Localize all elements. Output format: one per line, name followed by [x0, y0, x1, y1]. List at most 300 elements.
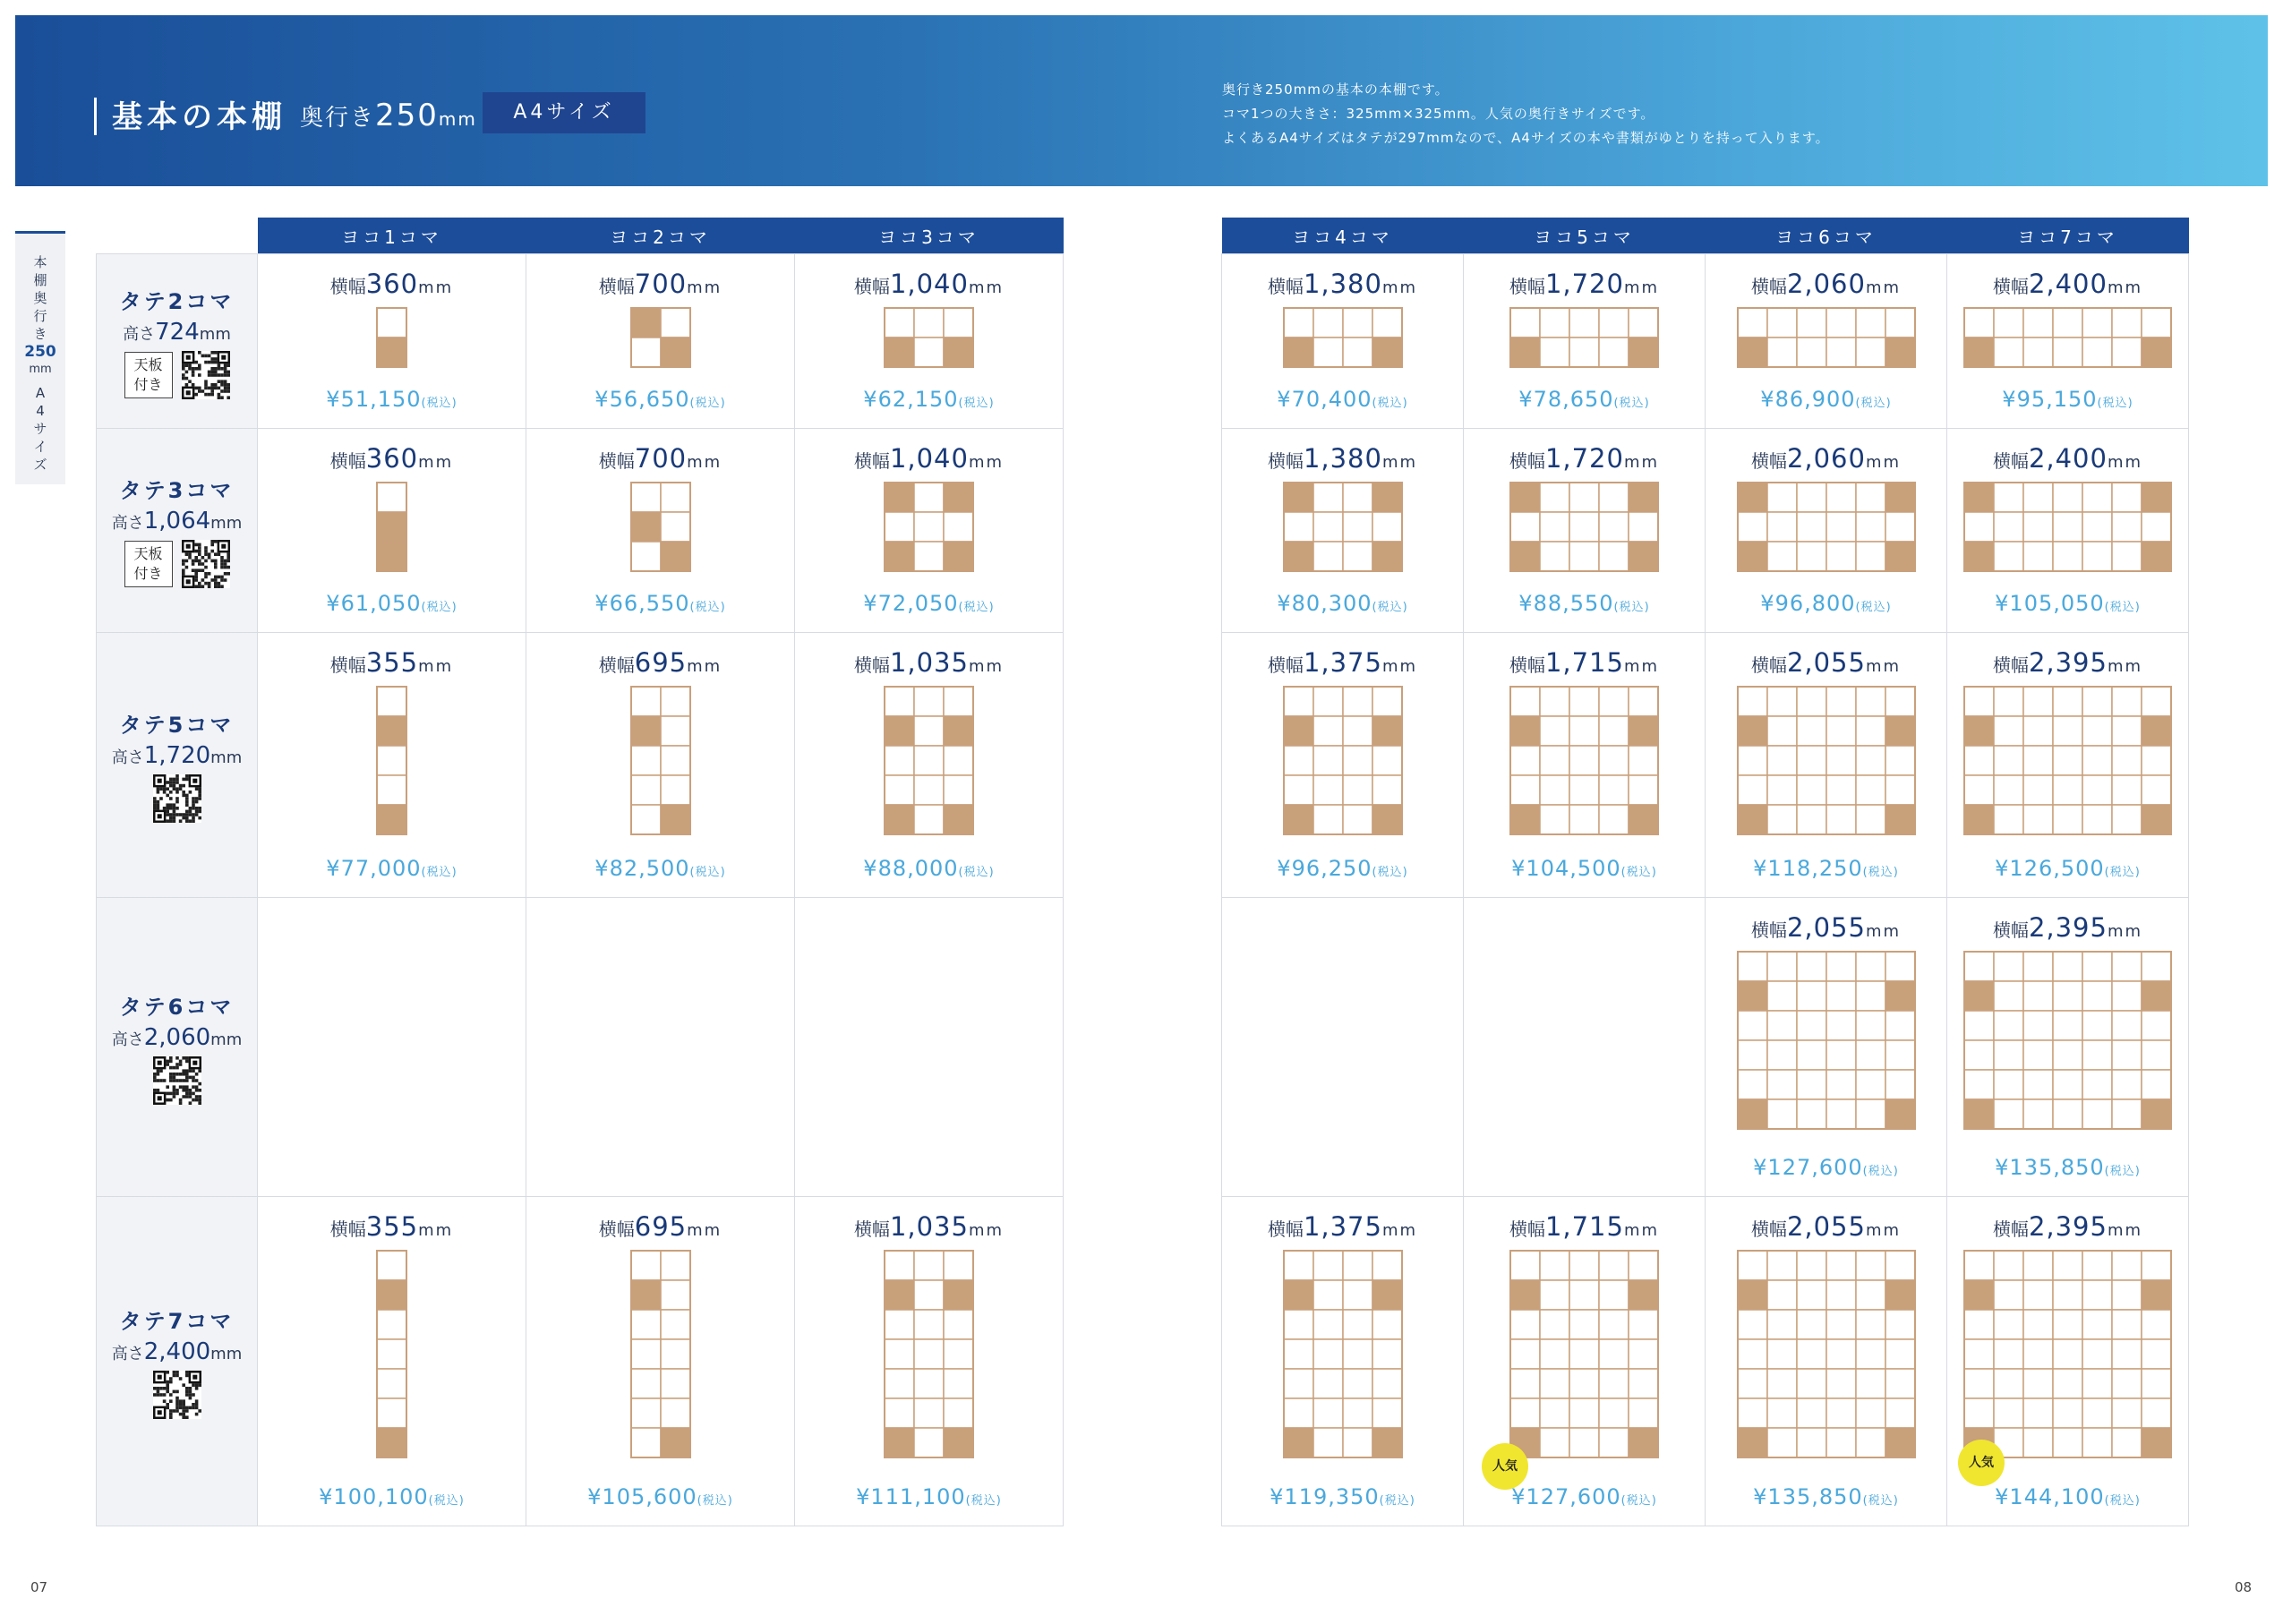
open-cell [2112, 1011, 2142, 1040]
size-badge: A4サイズ [483, 92, 646, 133]
width-label [1947, 443, 2188, 474]
width-value: 355 [365, 647, 419, 678]
price-label [1706, 1155, 1946, 1180]
width-prefix: 横幅 [1509, 654, 1545, 676]
open-cell [1856, 1310, 1885, 1339]
open-cell [1856, 1011, 1885, 1040]
width-prefix: 横幅 [853, 276, 890, 297]
open-cell [1629, 687, 1658, 716]
open-cell [1569, 775, 1599, 805]
open-cell [2082, 1398, 2112, 1428]
open-cell [2082, 687, 2112, 716]
open-cell [1372, 746, 1402, 775]
tax-note: (税込) [428, 1494, 465, 1508]
price-label [1464, 856, 1705, 881]
product-cell[interactable] [1706, 429, 1947, 633]
column-header: ヨコ7コマ [1947, 218, 2189, 254]
open-cell [1767, 308, 1797, 338]
product-cell[interactable] [1222, 1197, 1464, 1526]
shelf-diagram [1736, 306, 1917, 369]
open-cell [2142, 1251, 2171, 1280]
open-cell [1510, 746, 1540, 775]
open-cell [1797, 1011, 1826, 1040]
wood-cell [631, 1280, 661, 1310]
product-cell[interactable] [1706, 633, 1947, 898]
open-cell [1372, 775, 1402, 805]
wood-cell [1964, 981, 1994, 1011]
open-cell [2023, 981, 2053, 1011]
price-value: ¥78,650 [1518, 387, 1614, 412]
open-cell [1964, 1339, 1994, 1369]
price-label [1464, 591, 1705, 616]
open-cell [1994, 1011, 2023, 1040]
open-cell [631, 542, 661, 571]
table-row [97, 429, 1064, 633]
open-cell [1629, 308, 1658, 338]
product-cell[interactable] [258, 633, 526, 898]
wood-cell [1964, 1099, 1994, 1129]
open-cell [1343, 687, 1372, 716]
open-cell [885, 775, 914, 805]
open-cell [914, 1428, 944, 1457]
open-cell [1856, 746, 1885, 775]
price-value: ¥51,150 [326, 387, 422, 412]
open-cell [2082, 1369, 2112, 1398]
table-row [97, 633, 1064, 898]
open-cell [914, 1310, 944, 1339]
shelf-diagram [1962, 950, 2173, 1131]
height-value: 1,720 [143, 742, 211, 769]
wood-cell [1738, 1428, 1767, 1457]
open-cell [2112, 1428, 2142, 1457]
open-cell [1599, 746, 1629, 775]
open-cell [1964, 1011, 1994, 1040]
open-cell [1994, 512, 2023, 542]
open-cell [1372, 1369, 1402, 1398]
open-cell [1885, 687, 1915, 716]
price-label [526, 1484, 794, 1509]
open-cell [1994, 746, 2023, 775]
product-cell[interactable] [1464, 633, 1706, 898]
wood-cell [2142, 1099, 2171, 1129]
open-cell [2112, 716, 2142, 746]
open-cell [1569, 308, 1599, 338]
width-value: 2,395 [2028, 647, 2108, 678]
open-cell [944, 775, 973, 805]
product-cell[interactable] [1706, 898, 1947, 1197]
open-cell [2023, 1251, 2053, 1280]
open-cell [2053, 512, 2082, 542]
product-cell[interactable] [1464, 429, 1706, 633]
product-cell[interactable] [795, 429, 1064, 633]
open-cell [1540, 1428, 1569, 1457]
wood-cell [1964, 716, 1994, 746]
open-cell [1994, 542, 2023, 571]
tax-note: (税込) [2104, 1494, 2141, 1508]
product-cell[interactable] [1464, 254, 1706, 429]
open-cell [661, 1280, 690, 1310]
width-unit: mm [1865, 453, 1902, 472]
width-value: 2,055 [1786, 912, 1866, 943]
wood-cell [1629, 1428, 1658, 1457]
open-cell [1343, 1310, 1372, 1339]
open-cell [1343, 805, 1372, 834]
open-cell [1343, 1369, 1372, 1398]
open-cell [661, 1398, 690, 1428]
open-cell [944, 746, 973, 775]
wood-cell [2142, 338, 2171, 367]
open-cell [631, 1428, 661, 1457]
open-cell [377, 775, 406, 805]
wood-cell [661, 805, 690, 834]
wood-cell [1885, 542, 1915, 571]
height-value: 2,060 [143, 1024, 211, 1051]
shelf-diagram [629, 481, 692, 573]
shelf-diagram [883, 481, 975, 573]
tenban-text: 天板 付き [133, 545, 163, 582]
open-cell [2082, 512, 2112, 542]
column-header: ヨコ6コマ [1706, 218, 1947, 254]
open-cell [1826, 308, 1856, 338]
product-cell[interactable] [1222, 633, 1464, 898]
wood-cell [661, 1428, 690, 1457]
price-value: ¥135,850 [1995, 1155, 2105, 1180]
height-unit: mm [199, 324, 231, 344]
open-cell [1856, 512, 1885, 542]
open-cell [2023, 1280, 2053, 1310]
product-cell[interactable] [1706, 254, 1947, 429]
open-cell [1767, 687, 1797, 716]
width-prefix: 横幅 [329, 1218, 366, 1240]
tax-note: (税込) [1613, 397, 1650, 410]
width-unit: mm [1865, 278, 1902, 297]
open-cell [1797, 483, 1826, 512]
open-cell [944, 1398, 973, 1428]
tax-note: (税込) [1862, 1494, 1899, 1508]
open-cell [1569, 1369, 1599, 1398]
width-prefix: 横幅 [598, 654, 635, 676]
open-cell [1540, 805, 1569, 834]
tax-note: (税込) [958, 397, 995, 410]
width-label [258, 269, 526, 299]
side-tab-num: 250 [24, 343, 56, 361]
open-cell [1797, 308, 1826, 338]
open-cell [1569, 338, 1599, 367]
open-cell [1856, 483, 1885, 512]
open-cell [2142, 746, 2171, 775]
open-cell [1284, 1310, 1313, 1339]
open-cell [377, 687, 406, 716]
open-cell [1629, 775, 1658, 805]
product-cell[interactable] [258, 1197, 526, 1526]
wood-cell [377, 512, 406, 542]
price-value: ¥135,850 [1753, 1484, 1863, 1509]
column-header: ヨコ5コマ [1464, 218, 1706, 254]
tax-note: (税込) [1372, 866, 1408, 879]
open-cell [1629, 1369, 1658, 1398]
open-cell [2023, 1428, 2053, 1457]
height-unit: mm [210, 748, 243, 767]
width-label [795, 443, 1063, 474]
open-cell [1343, 1339, 1372, 1369]
product-cell[interactable] [526, 254, 795, 429]
open-cell [1797, 512, 1826, 542]
tax-note: (税込) [2104, 866, 2141, 879]
open-cell [1284, 1339, 1313, 1369]
open-cell [2023, 687, 2053, 716]
product-cell[interactable] [1464, 1197, 1706, 1526]
open-cell [377, 483, 406, 512]
tax-note: (税込) [1379, 1494, 1415, 1508]
open-cell [1738, 1310, 1767, 1339]
open-cell [1284, 1251, 1313, 1280]
open-cell [1797, 1369, 1826, 1398]
product-cell[interactable] [258, 429, 526, 633]
open-cell [1994, 1339, 2023, 1369]
wood-cell [377, 1280, 406, 1310]
open-cell [2053, 483, 2082, 512]
open-cell [2082, 1099, 2112, 1129]
price-label [1706, 856, 1946, 881]
wood-cell [1629, 1280, 1658, 1310]
open-cell [1856, 952, 1885, 981]
product-cell[interactable] [1947, 254, 2189, 429]
width-prefix: 横幅 [1750, 1218, 1787, 1240]
open-cell [1826, 1310, 1856, 1339]
price-label [258, 856, 526, 881]
width-value: 2,055 [1786, 647, 1866, 678]
width-prefix: 横幅 [853, 654, 890, 676]
open-cell [1599, 542, 1629, 571]
tax-note: (税込) [1855, 601, 1892, 614]
open-cell [1856, 716, 1885, 746]
open-cell [2023, 338, 2053, 367]
price-value: ¥72,050 [863, 591, 959, 616]
width-unit: mm [1865, 657, 1902, 676]
open-cell [944, 1369, 973, 1398]
table-row [1222, 254, 2189, 429]
open-cell [1767, 716, 1797, 746]
width-unit: mm [687, 1221, 723, 1240]
wood-cell [1284, 716, 1313, 746]
width-label [526, 269, 794, 299]
open-cell [1964, 746, 1994, 775]
open-cell [2053, 952, 2082, 981]
header-description [1222, 78, 1830, 150]
open-cell [631, 687, 661, 716]
product-cell[interactable] [1947, 429, 2189, 633]
product-cell[interactable] [1947, 633, 2189, 898]
open-cell [1738, 512, 1767, 542]
open-cell [1767, 952, 1797, 981]
width-prefix: 横幅 [1267, 654, 1304, 676]
open-cell [1343, 1251, 1372, 1280]
shelf-diagram [1282, 306, 1404, 369]
open-cell [1599, 512, 1629, 542]
empty-cell [1464, 898, 1706, 1197]
open-cell [1313, 1339, 1343, 1369]
row-height [97, 1338, 257, 1365]
open-cell [1343, 308, 1372, 338]
price-label [1222, 387, 1463, 412]
product-cell[interactable] [1706, 1197, 1947, 1526]
width-prefix: 横幅 [329, 276, 366, 297]
open-cell [1599, 1369, 1629, 1398]
open-cell [1856, 308, 1885, 338]
open-cell [2023, 483, 2053, 512]
open-cell [1767, 512, 1797, 542]
open-cell [1313, 542, 1343, 571]
price-label [526, 856, 794, 881]
open-cell [2142, 775, 2171, 805]
qr-code-icon [153, 1056, 201, 1105]
wood-cell [1510, 483, 1540, 512]
price-value: ¥126,500 [1995, 856, 2105, 881]
wood-cell [1372, 716, 1402, 746]
open-cell [1826, 952, 1856, 981]
open-cell [1797, 338, 1826, 367]
open-cell [2142, 1398, 2171, 1428]
tax-note: (税込) [965, 1494, 1002, 1508]
wood-cell [377, 805, 406, 834]
open-cell [885, 512, 914, 542]
product-cell[interactable] [1947, 898, 2189, 1197]
shelf-diagram [1509, 306, 1660, 369]
width-value: 360 [365, 269, 419, 299]
wood-cell [2142, 1428, 2171, 1457]
product-cell[interactable] [795, 633, 1064, 898]
price-label [258, 1484, 526, 1509]
width-unit: mm [1381, 657, 1418, 676]
open-cell [1569, 1428, 1599, 1457]
width-unit: mm [968, 1221, 1005, 1240]
width-label [258, 647, 526, 678]
open-cell [631, 1251, 661, 1280]
wood-cell [944, 338, 973, 367]
product-cell[interactable] [526, 1197, 795, 1526]
width-unit: mm [2107, 453, 2143, 472]
corner-blank [97, 218, 258, 254]
open-cell [1510, 687, 1540, 716]
wood-cell [1964, 338, 1994, 367]
open-cell [1885, 1251, 1915, 1280]
row-height [97, 742, 257, 769]
shelf-diagram [375, 1249, 408, 1459]
price-label [1222, 856, 1463, 881]
width-prefix: 横幅 [1750, 276, 1787, 297]
open-cell [1313, 1398, 1343, 1428]
wood-cell [631, 512, 661, 542]
shelf-diagram [883, 685, 975, 836]
width-prefix: 横幅 [1267, 276, 1304, 297]
open-cell [914, 542, 944, 571]
open-cell [1885, 1398, 1915, 1428]
wood-cell [2142, 1280, 2171, 1310]
open-cell [377, 1369, 406, 1398]
row-extras [97, 1056, 257, 1105]
column-header: ヨコ4コマ [1222, 218, 1464, 254]
open-cell [1767, 775, 1797, 805]
price-value: ¥62,150 [863, 387, 959, 412]
open-cell [1885, 952, 1915, 981]
open-cell [1599, 1280, 1629, 1310]
open-cell [1599, 1428, 1629, 1457]
row-height [97, 319, 257, 346]
open-cell [1599, 805, 1629, 834]
price-value: ¥70,400 [1277, 387, 1372, 412]
open-cell [2053, 805, 2082, 834]
open-cell [1797, 1339, 1826, 1369]
empty-cell [1222, 898, 1464, 1197]
open-cell [1540, 1369, 1569, 1398]
wood-cell [1629, 805, 1658, 834]
width-unit: mm [418, 278, 454, 297]
width-prefix: 横幅 [853, 1218, 890, 1240]
open-cell [1313, 483, 1343, 512]
wood-cell [1964, 483, 1994, 512]
wood-cell [1738, 1099, 1767, 1129]
product-cell[interactable] [526, 429, 795, 633]
width-value: 2,060 [1786, 443, 1866, 474]
product-cell[interactable] [1222, 429, 1464, 633]
product-cell[interactable] [1222, 254, 1464, 429]
open-cell [1797, 981, 1826, 1011]
product-cell[interactable] [526, 633, 795, 898]
wood-cell [1510, 542, 1540, 571]
price-label [526, 591, 794, 616]
open-cell [377, 1310, 406, 1339]
open-cell [1767, 1369, 1797, 1398]
open-cell [1313, 308, 1343, 338]
open-cell [1767, 1339, 1797, 1369]
open-cell [1540, 338, 1569, 367]
width-unit: mm [968, 657, 1005, 676]
product-cell[interactable] [258, 254, 526, 429]
open-cell [1826, 1369, 1856, 1398]
open-cell [1569, 1310, 1599, 1339]
open-cell [914, 512, 944, 542]
open-cell [1797, 1099, 1826, 1129]
open-cell [1994, 1251, 2023, 1280]
wood-cell [1372, 483, 1402, 512]
open-cell [1540, 1398, 1569, 1428]
open-cell [1885, 746, 1915, 775]
qr-code-icon [153, 774, 201, 823]
width-label [1222, 647, 1463, 678]
price-value: ¥144,100 [1995, 1484, 2105, 1509]
open-cell [377, 1339, 406, 1369]
product-cell[interactable] [795, 1197, 1064, 1526]
table-row [97, 898, 1064, 1197]
row-name: タテ3コマ [119, 478, 235, 503]
tax-note: (税込) [958, 866, 995, 879]
subtitle-prefix: 奥行き [300, 105, 376, 132]
shelf-diagram [1736, 1249, 1917, 1459]
price-label [1706, 591, 1946, 616]
open-cell [1994, 338, 2023, 367]
open-cell [1313, 1280, 1343, 1310]
open-cell [885, 746, 914, 775]
product-cell[interactable] [1947, 1197, 2189, 1526]
wood-cell [1629, 483, 1658, 512]
open-cell [885, 1251, 914, 1280]
open-cell [1767, 542, 1797, 571]
width-label [1464, 1211, 1705, 1242]
width-value: 2,400 [2028, 443, 2108, 474]
product-cell[interactable] [795, 254, 1064, 429]
open-cell [2112, 1310, 2142, 1339]
open-cell [1856, 805, 1885, 834]
